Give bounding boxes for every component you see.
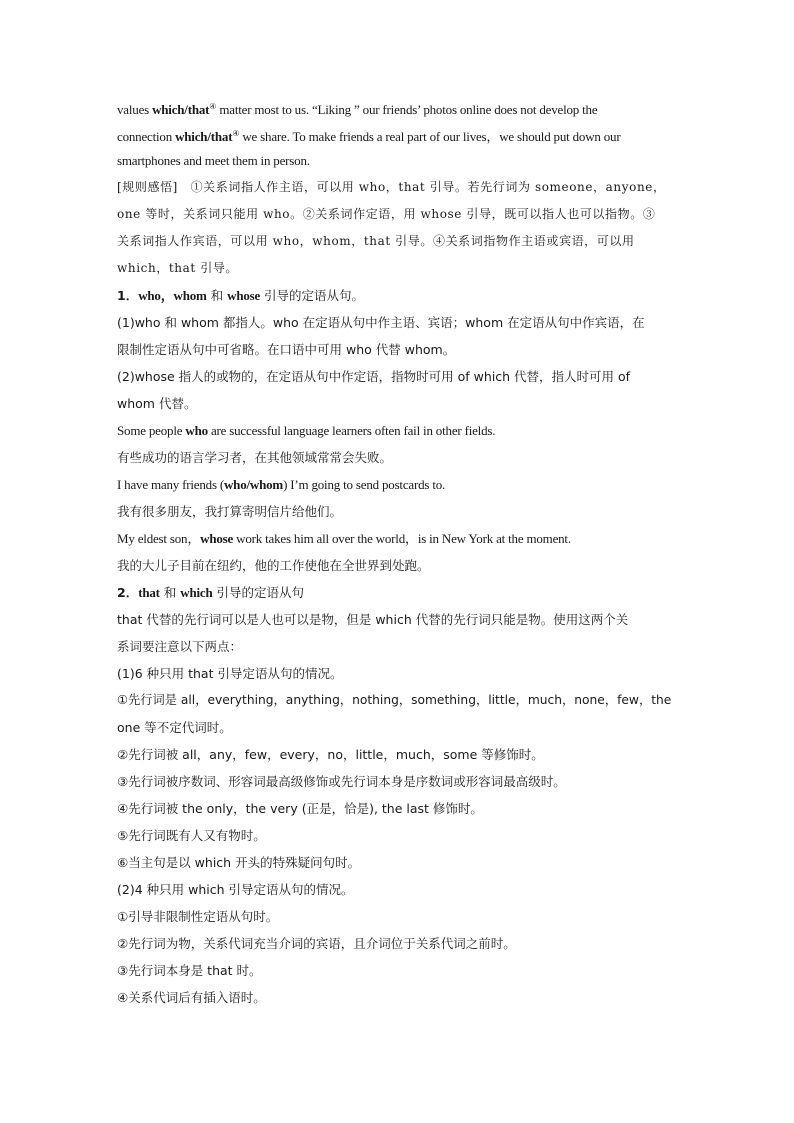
rule-line-2: one 等时，关系词只能用 who。②关系词作定语，用 whose 引导，既可以指人也可以指物。③ [117, 207, 656, 221]
intro-line-1 [117, 93, 679, 120]
heading-term: whose [227, 288, 261, 303]
text-run: Some people [117, 423, 186, 438]
s2-intro-line1: that 代替的先行词可以是人也可以是物，但是 which 代替的先行词只能是物。使用这两个关 [117, 612, 629, 627]
footnote-marker: ④ [232, 129, 240, 138]
rule-line-4: which，that 引导。 [117, 261, 239, 275]
that-only-item-1-line1: ①先行词是 all，everything，anything，nothing，something，little，much，none，few，the [117, 693, 672, 707]
text-run: matter most to us. “Liking ” our friends’ photos online does not develop the [216, 102, 598, 117]
s2-subheading-1: (1)6 种只用 that 引导定语从句的情况。 [117, 666, 343, 681]
which-only-item-2: ②先行词为物，关系代词充当介词的宾语，且介词位于关系代词之前时。 [117, 936, 516, 951]
that-only-item-4: ④先行词被 the only，the very (正是，恰是), the last 修饰时。 [117, 801, 483, 816]
s1-para1-line2: 限制性定语从句中可省略。在口语中可用 who 代替 whom。 [117, 342, 456, 357]
text-run: I have many friends ( [117, 477, 224, 492]
section-number: 2． [117, 585, 139, 600]
text-run: 和 [206, 288, 228, 303]
section-2-heading [117, 579, 679, 606]
bold-relative-pronoun: whose [200, 531, 234, 546]
that-only-item-5: ⑤先行词既有人又有物时。 [117, 828, 266, 843]
s1-para1-line1: (1)who 和 whom 都指人。who 在定语从句中作主语、宾语；whom 在定语从句中作宾语，在 [117, 315, 645, 330]
footnote-marker: ④ [209, 102, 217, 111]
text-run: work takes him all over the world，is in New York at the moment. [233, 531, 571, 546]
rule-line-3: 关系词指人作宾语，可以用 who，whom，that 引导。④关系词指物作主语或宾语，可以用 [117, 234, 635, 248]
s2-intro-line2: 系词要注意以下两点： [117, 639, 243, 654]
which-only-item-4: ④关系代词后有插入语时。 [117, 990, 266, 1005]
text-run: My eldest son， [117, 531, 201, 546]
section-1-heading [117, 282, 679, 309]
example-3-en [117, 525, 679, 552]
s2-subheading-2: (2)4 种只用 which 引导定语从句的情况。 [117, 882, 354, 897]
text-run: we share. To make friends a real part of our lives，we should put down our [239, 129, 621, 144]
s1-para2-line2: whom 代替。 [117, 396, 197, 411]
that-only-item-2: ②先行词被 all，any，few，every，no，little，much，some 等修饰时。 [117, 747, 544, 762]
text-run: 引导的定语从句。 [260, 288, 365, 303]
text-run: connection [117, 129, 176, 144]
bold-relative-pronoun: who/whom [223, 477, 284, 492]
which-only-item-1: ①引导非限制性定语从句时。 [117, 909, 279, 924]
example-2-en [117, 471, 679, 498]
heading-term: that [138, 585, 160, 600]
intro-line-2 [117, 120, 679, 147]
example-2-zh: 我有很多朋友，我打算寄明信片给他们。 [117, 504, 343, 519]
heading-term: who，whom [138, 288, 207, 303]
text-run: 和 [159, 585, 181, 600]
section-number: 1． [117, 288, 139, 303]
which-only-item-3: ③先行词本身是 that 时。 [117, 963, 262, 978]
example-3-zh: 我的大儿子目前在纽约，他的工作使他在全世界到处跑。 [117, 558, 430, 573]
intro-line-3: smartphones and meet them in person. [117, 153, 310, 168]
bold-relative-pronoun: which/that [152, 102, 210, 117]
that-only-item-6: ⑥当主句是以 which 开头的特殊疑问句时。 [117, 855, 361, 870]
text-run: ) I’m going to send postcards to. [283, 477, 446, 492]
document-page [117, 93, 679, 1011]
that-only-item-1-line2: one 等不定代词时。 [117, 720, 232, 735]
example-1-en [117, 417, 679, 444]
text-run: are successful language learners often fail in other fields. [207, 423, 496, 438]
that-only-item-3: ③先行词被序数词、形容词最高级修饰或先行词本身是序数词或形容词最高级时。 [117, 774, 566, 789]
text-run: values [117, 102, 153, 117]
text-run: 引导的定语从句 [212, 585, 304, 600]
heading-term: which [180, 585, 213, 600]
s1-para2-line1: (2)whose 指人的或物的，在定语从句中作定语，指物时可用 of which 代替，指人时可用 of [117, 369, 631, 384]
bold-relative-pronoun: which/that [175, 129, 233, 144]
bold-relative-pronoun: who [185, 423, 208, 438]
example-1-zh: 有些成功的语言学习者，在其他领域常常会失败。 [117, 450, 393, 465]
rule-line-1: [规则感悟] ①关系词指人作主语，可以用 who，that 引导。若先行词为 someone，anyone， [117, 180, 666, 194]
